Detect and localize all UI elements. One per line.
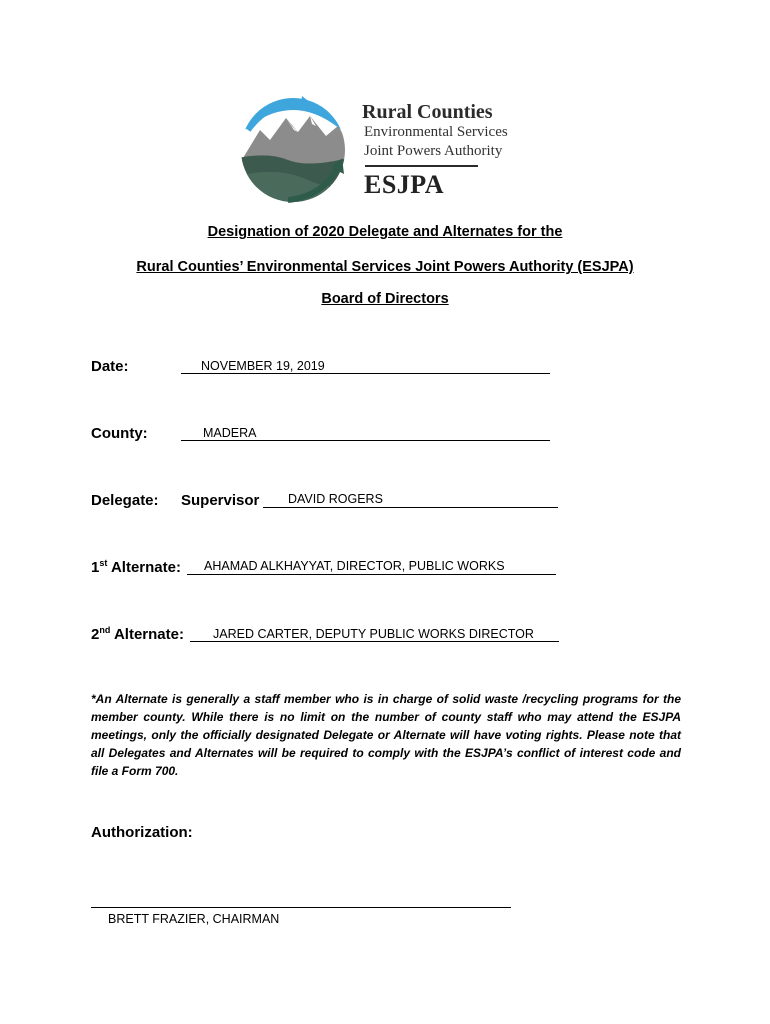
second-alternate-underline bbox=[190, 641, 559, 642]
logo-subtitle-line2: Joint Powers Authority bbox=[364, 143, 503, 159]
alternate-note: *An Alternate is generally a staff member who is in charge of solid waste /recycling programs for the member county. While there is no limit on the number of county staff who may attend the ESJPA meetings, only the officially designated Delegate or Alternate will have voting rights. Please note that all Delegates and Alternates will be required to comply with the ESJPA’s conflict of interest code and file a Form 700. bbox=[91, 692, 681, 778]
esjpa-logo-icon bbox=[238, 96, 348, 204]
second-alternate-value: JARED CARTER, DEPUTY PUBLIC WORKS DIRECTOR bbox=[213, 627, 534, 641]
logo-title: Rural Counties bbox=[362, 101, 493, 123]
first-alternate-underline bbox=[187, 574, 556, 575]
county-label: County: bbox=[91, 425, 148, 442]
heading-line-2: Rural Counties’ Environmental Services Joint Powers Authority (ESJPA) bbox=[136, 259, 634, 275]
delegate-value: DAVID ROGERS bbox=[288, 492, 383, 506]
county-value: MADERA bbox=[203, 426, 257, 440]
first-alternate-label: 1st Alternate: bbox=[91, 558, 181, 576]
second-alternate-label: 2nd Alternate: bbox=[91, 625, 184, 643]
signature-line bbox=[91, 907, 511, 908]
county-underline bbox=[181, 440, 550, 441]
logo-acronym: ESJPA bbox=[364, 170, 445, 199]
heading-line-3: Board of Directors bbox=[321, 291, 449, 307]
authorization-label: Authorization: bbox=[91, 824, 193, 841]
delegate-title: Supervisor bbox=[181, 492, 260, 509]
delegate-underline bbox=[263, 507, 558, 508]
first-alternate-value: AHAMAD ALKHAYYAT, DIRECTOR, PUBLIC WORKS bbox=[204, 559, 505, 573]
date-underline bbox=[181, 373, 550, 374]
heading-line-1: Designation of 2020 Delegate and Alternates for the bbox=[207, 224, 563, 240]
logo-divider bbox=[365, 165, 478, 167]
logo-subtitle-line1: Environmental Services bbox=[364, 124, 508, 140]
delegate-label: Delegate: bbox=[91, 492, 159, 509]
date-label: Date: bbox=[91, 358, 129, 375]
signer-name: BRETT FRAZIER, CHAIRMAN bbox=[108, 912, 280, 926]
date-value: NOVEMBER 19, 2019 bbox=[201, 359, 325, 373]
